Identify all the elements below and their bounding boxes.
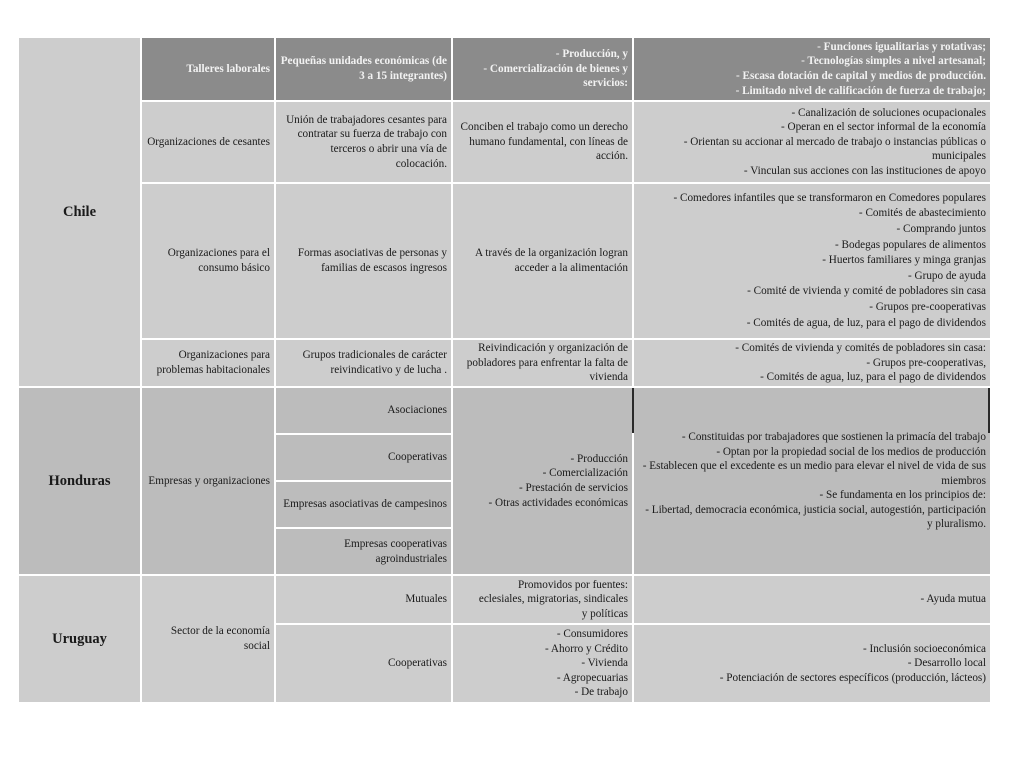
chile-row3-description: Grupos tradicionales de carácter reivindicativo y de lucha . bbox=[276, 340, 451, 386]
uruguay-cooperativas-objective: - Consumidores - Ahorro y Crédito - Vivienda - Agropecuarias - De trabajo bbox=[453, 625, 632, 702]
chile-row2-description: Formas asociativas de personas y familias de escasos ingresos bbox=[276, 184, 451, 338]
honduras-divider bbox=[988, 388, 990, 433]
header-traits: - Funciones igualitarias y rotativas; - Tecnologías simples a nivel artesanal; - Escasa dotación de capital y medios de producción. - Limitado nivel de calificación de fuerza de trabajo; bbox=[634, 38, 990, 100]
honduras-subtype-empresas-asociativas: Empresas asociativas de campesinos bbox=[276, 482, 451, 527]
chile-row3-traits: - Comités de vivienda y comités de pobladores sin casa: - Grupos pre-cooperativas, - Comités de agua, luz, para el pago de dividendos bbox=[634, 340, 990, 386]
uruguay-cooperativas-subtype: Cooperativas bbox=[276, 625, 451, 702]
country-uruguay: Uruguay bbox=[19, 576, 140, 702]
honduras-subtype-cooperativas: Cooperativas bbox=[276, 435, 451, 480]
chile-row1-type: Organizaciones de cesantes bbox=[142, 102, 274, 182]
chile-row3-objective: Reivindicación y organización de pobladores para enfrentar la falta de vivienda bbox=[453, 340, 632, 386]
uruguay-mutuales-subtype: Mutuales bbox=[276, 576, 451, 623]
uruguay-cooperativas-traits: - Inclusión socioeconómica - Desarrollo local - Potenciación de sectores específicos (producción, lácteos) bbox=[634, 625, 990, 702]
chile-row1-objective: Conciben el trabajo como un derecho humano fundamental, con líneas de acción. bbox=[453, 102, 632, 182]
honduras-type: Empresas y organizaciones bbox=[142, 388, 274, 574]
honduras-traits: - Constituidas por trabajadores que sostienen la primacía del trabajo - Optan por la propiedad social de los medios de producción - Establecen que el excedente es un medio para elevar el nivel de vida de sus miembros - Se fundamenta en los principios de: - Libertad, democracia económica, justicia social, autogestión, participación y pluralismo. bbox=[634, 388, 990, 574]
uruguay-mutuales-objective: Promovidos por fuentes: eclesiales, migratorias, sindicales y políticas bbox=[453, 576, 632, 623]
honduras-divider bbox=[632, 388, 634, 433]
header-description: Pequeñas unidades económicas (de 3 a 15 integrantes) bbox=[276, 38, 451, 100]
uruguay-mutuales-traits: - Ayuda mutua bbox=[634, 576, 990, 623]
country-chile: Chile bbox=[19, 38, 140, 386]
honduras-subtype-empresas-cooperativas: Empresas cooperativas agroindustriales bbox=[276, 529, 451, 574]
country-honduras: Honduras bbox=[19, 388, 140, 574]
header-type: Talleres laborales bbox=[142, 38, 274, 100]
honduras-subtype-asociaciones: Asociaciones bbox=[276, 388, 451, 433]
uruguay-type: Sector de la economía social bbox=[142, 576, 274, 702]
chile-row2-traits: - Comedores infantiles que se transformaron en Comedores populares - Comités de abastecimiento - Comprando juntos - Bodegas populares de alimentos - Huertos familiares y minga granjas - Grupo de ayuda - Comité de vivienda y comité de pobladores sin casa - Grupos pre-cooperativas - Comités de agua, de luz, para el pago de dividendos bbox=[634, 184, 990, 338]
chile-row2-type: Organizaciones para el consumo básico bbox=[142, 184, 274, 338]
honduras-objective: - Producción - Comercialización - Prestación de servicios - Otras actividades económicas bbox=[453, 388, 632, 574]
chile-row3-type: Organizaciones para problemas habitacionales bbox=[142, 340, 274, 386]
header-objective: - Producción, y - Comercialización de bienes y servicios: bbox=[453, 38, 632, 100]
chile-row1-traits: - Canalización de soluciones ocupacionales - Operan en el sector informal de la economía - Orientan su accionar al mercado de trabajo o instancias públicas o municipales - Vinculan sus acciones con las instituciones de apoyo bbox=[634, 102, 990, 182]
chile-row2-objective: A través de la organización logran acceder a la alimentación bbox=[453, 184, 632, 338]
chile-row1-description: Unión de trabajadores cesantes para contratar su fuerza de trabajo con terceros o abrir una vía de colocación. bbox=[276, 102, 451, 182]
